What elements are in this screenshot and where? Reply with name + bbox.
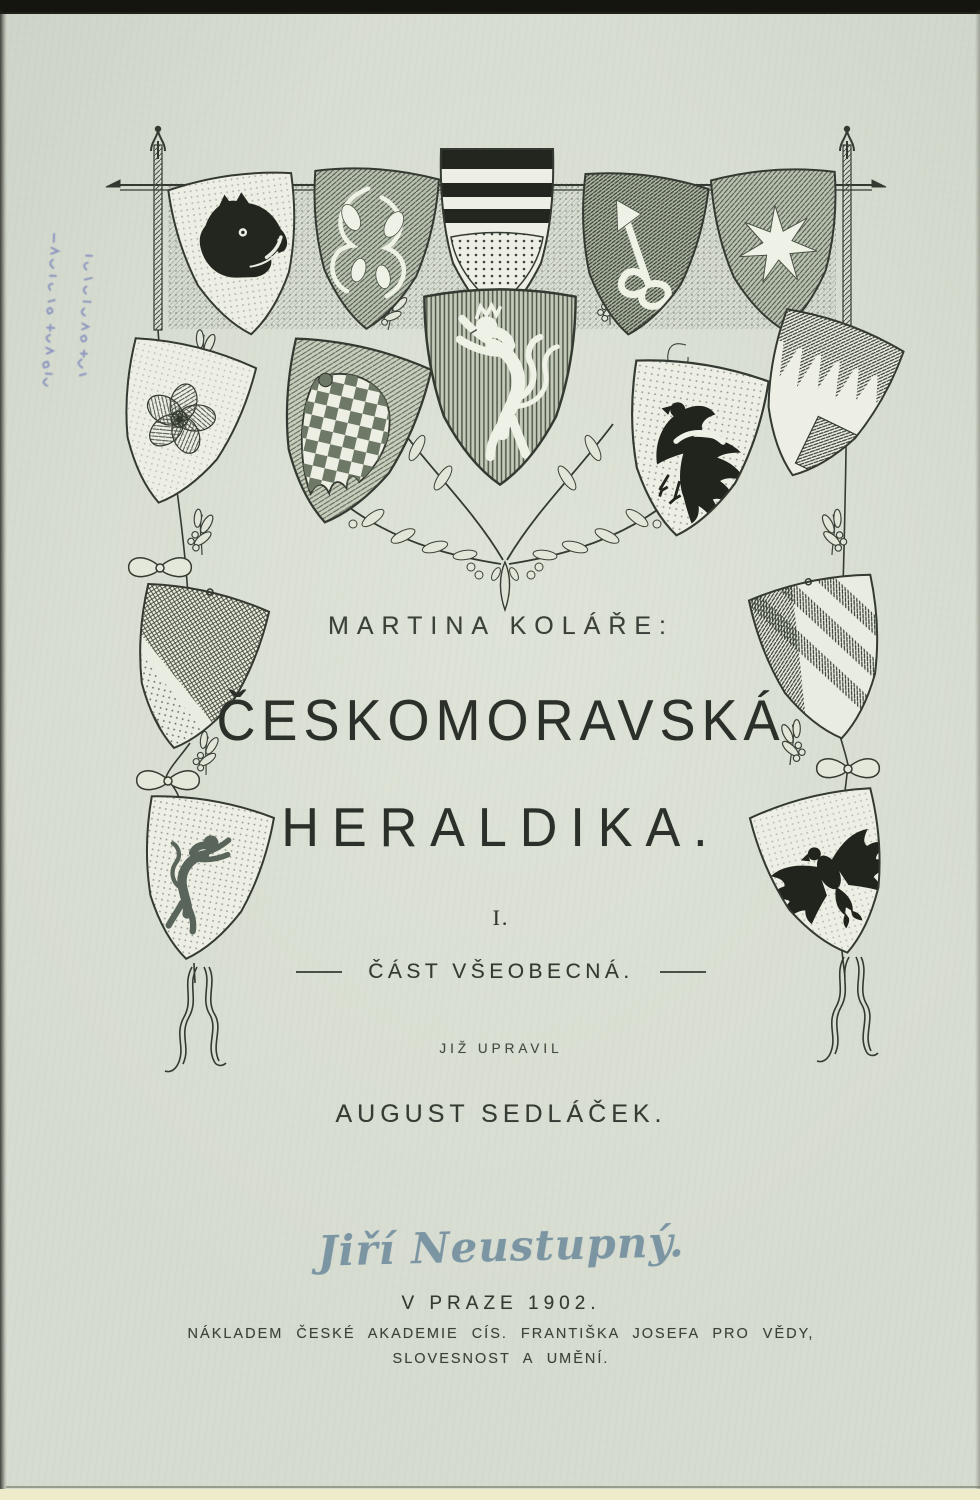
imprint-place-year: V PRAZE 1902. [401,1293,601,1314]
author-line: MARTINA KOLÁŘE: [328,612,674,640]
scan-edge-right [975,10,980,1500]
imprint-publisher-line-1: NÁKLADEM ČESKÉ AKADEMIE CÍS. FRANTIŠKA JOSEFA PRO VĚDY, [187,1326,815,1342]
shield-per-bend [109,574,271,766]
shield-checky-eagle [257,332,433,538]
imprint-publisher-line-2: SLOVESNOST A UMĚNÍ. [392,1351,610,1367]
scan-edge-top [0,0,980,14]
part-title: ČÁST VŠEOBECNÁ. [368,960,634,983]
volume-numeral: I. [492,905,510,930]
heraldic-ornament [90,125,902,1090]
title-line-2: HERALDIKA. [281,797,721,859]
right-pole [840,127,854,330]
shield-heraldic-rose [98,332,257,517]
scan-edge-left [0,10,7,1500]
title-line-1: ČESKOMORAVSKÁ [216,689,786,753]
shield-bohemian-lion [424,289,575,484]
shield-lion-rampant [125,790,275,969]
owner-signature: Jiří Neustupný. [316,1217,686,1276]
scan-edge-bottom-line [6,1486,980,1488]
ribbon-ends-right [817,957,878,1062]
left-pole [151,127,165,330]
editor-name: AUGUST SEDLÁČEK. [335,1100,667,1128]
shield-eagle-displayed [742,778,924,969]
scan-edge-bottom-strip [0,1489,980,1500]
edited-label: JIŽ UPRAVIL [439,1041,563,1056]
